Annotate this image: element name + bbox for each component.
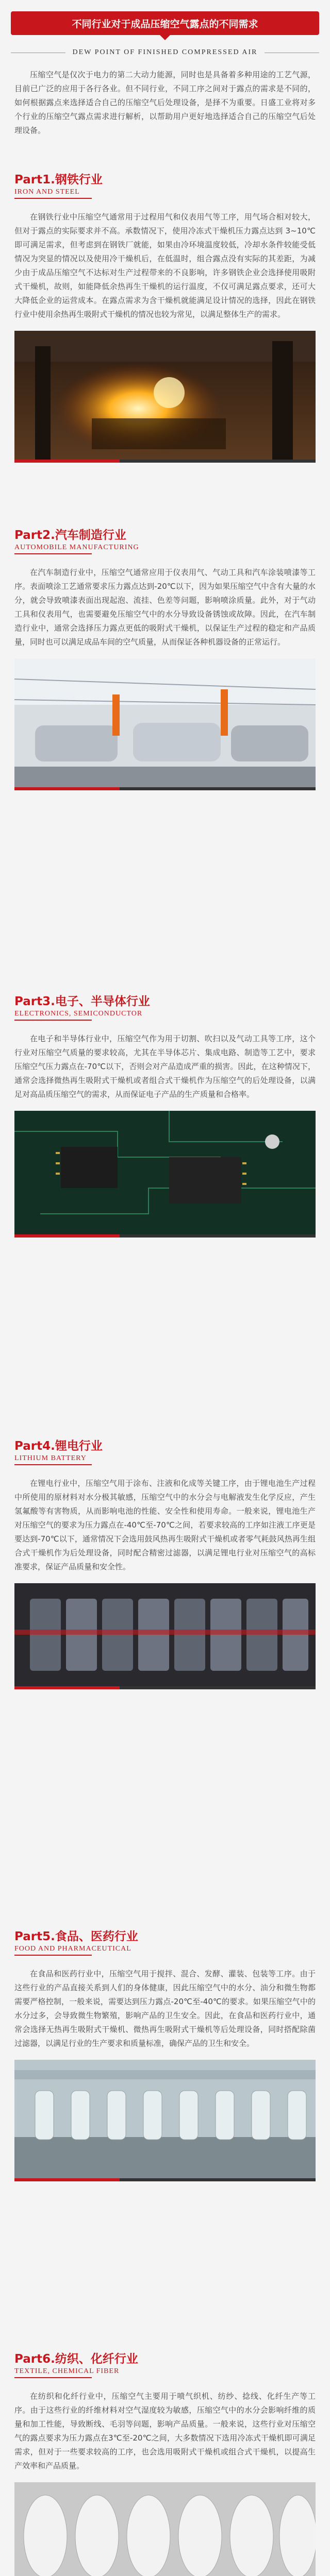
photo-accent-bar [14, 2178, 316, 2181]
section-en-title: ELECTRONICS, SEMICONDUCTOR [14, 1010, 143, 1018]
section-title [14, 170, 316, 187]
steel-photo [14, 331, 316, 460]
section-heading [14, 1436, 316, 1465]
photo-accent-bar [14, 460, 316, 463]
section-number: Part4. [14, 1439, 55, 1453]
auto-factory-photo [14, 658, 316, 787]
section-underline [14, 2377, 92, 2378]
section-title [14, 992, 316, 1009]
section-steel [0, 170, 330, 463]
section-body: 在钢铁行业中压缩空气通常用于过程用气和仪表用气等工序，用气场合相对较大，但对于露点的实际要求并不高。承数情况下，使用冷冻式干燥机压力露点达到 3~10℃即可满足需求，但考虑到在钢铁厂就能，如果由冷环境温度较低，冷却水条件较能受低情况为突显的情况以及使用冷干燥机后，在低温时，组合露点没有实际的其差距，为减少由于成品压缩空气不达标对生产过程带来的不良影响，许多钢铁企业会选择使用吸附式干燥机，故则，如能降低余热再生干燥机的运行温度，不仅可满足露点要求，还可大大降低企业的运营成本。在露点需求为含干燥机就能满足设计情况的选择，因此在钢铁行业中使用余热再生吸附式干燥机的情况也较为常见，以满足整体生产的需求。 [14, 212, 316, 319]
intro-paragraph: 压缩空气是仅次于电力的第二大动力能源，同时也是具备着多种用途的工艺气源，目前已广泛的应用于各行各业。但不同行业，不同工序之间对于露点的需求是不同的，如何根据露点来选择适合自己的压缩空气后处理设备，是择不为重要。日盛工业将对多个行业的压缩空气露点需求进行解析，以帮助用户更好地选择适合自己的压缩空气后处理设备。 [14, 70, 316, 135]
photo-accent-bar [14, 1234, 316, 1238]
section-heading [14, 526, 316, 554]
bottling-line-photo [14, 2060, 316, 2178]
section-number: Part6. [14, 2352, 55, 2366]
section-title [14, 1436, 316, 1453]
section-textile [0, 2349, 330, 2576]
section-heading [14, 992, 316, 1021]
section-underline [14, 1464, 92, 1465]
section-electronics [0, 992, 330, 1238]
section-number: Part2. [14, 529, 55, 542]
section-underline [14, 553, 92, 554]
section-en-title: TEXTILE, CHEMICAL FIBER [14, 2367, 120, 2375]
section-food-pharma [0, 1927, 330, 2181]
section-title [14, 1927, 316, 1944]
yarn-spools-photo [14, 2482, 316, 2576]
section-number: Part1. [14, 173, 55, 187]
section-title-text: 纺织、化纤行业 [55, 2352, 138, 2366]
photo-accent-bar [14, 787, 316, 790]
section-number: Part5. [14, 1930, 55, 1943]
section-title [14, 526, 316, 543]
section-automobile [0, 526, 330, 790]
section-number: Part3. [14, 995, 55, 1008]
section-title-text: 食品、医药行业 [55, 1930, 138, 1943]
section-en-title: FOOD AND PHARMACEUTICAL [14, 1945, 131, 1953]
section-title-text: 锂电行业 [55, 1439, 103, 1453]
title-banner [11, 11, 319, 35]
section-underline [14, 198, 92, 199]
section-body: 在纺织和化纤行业中，压缩空气主要用于喷气织机、纺纱、捻线、化纤生产等工序。由于这些行业的纤维材料对空气湿度较为敏感，压缩空气中的水分会影响纤维的质量和加工性能，导致断线、毛羽等问题，影响产品质量。一般来说，这些行业对压缩空气的露点要求为压力露点在3℃至-20℃之间，大多数情况下选用冷冻式干燥机即可满足需求，但对于一些要求较高的工序，也会选用吸附式干燥机或组合式干燥机，以提高生产效率和产品质量。 [14, 2392, 316, 2470]
battery-cells-photo [14, 1583, 316, 1686]
section-en-title: LITHIUM BATTERY [14, 1454, 87, 1462]
photo-accent-bar [14, 1686, 316, 1689]
subtitle-row [11, 48, 319, 57]
section-lithium [0, 1436, 330, 1689]
section-title [14, 2349, 316, 2366]
section-heading [14, 2349, 316, 2378]
page-title: 不同行业对于成品压缩空气露点的不同需求 [72, 18, 258, 30]
section-heading [14, 170, 316, 199]
section-underline [14, 1955, 92, 1956]
section-body: 在电子和半导体行业中，压缩空气作为用于切割、吹扫以及气动工具等工序，这个行业对压缩空气质量的要求较高，尤其在半导体芯片、集成电路、制造等工艺中，要求压缩空气压力露点在-70℃以下，否则会对产品造成严重的损害。因此，在这种情况下，通常会选择微热再生吸附式干燥机或者组合式干燥机作为压缩空气的后处理设备，以满足对高品质压缩空气的需求，从而保证电子产品的生产质量和合格率。 [14, 1034, 316, 1099]
section-body: 在食品和医药行业中，压缩空气用于搅拌、混合、发酵、灌装、包装等工序。由于这些行业的产品直接关系到人们的身体健康，因此压缩空气中的水分、油分和微生物都需要严格控制，一般来说，需要达到压力露点-20℃至-40℃的要求。如果压缩空气中的水分过多，会导致微生物繁殖，影响产品的卫生安全。因此，在食品和医药行业中，通常会选择无热再生吸附式干燥机、微热再生吸附式干燥机等后处理设备，同时搭配除菌过滤器，以满足行业的生产要求和质量标准，确保产品的卫生和安全。 [14, 1969, 316, 2048]
section-heading [14, 1927, 316, 1956]
section-body: 在锂电行业中，压缩空气用于涂布、注液和化成等关键工序，由于锂电池生产过程中所使用的原材料对水分极其敏感，压缩空气中的水分会与电解液发生化学反应，产生氢氟酸等有害物质，从而影响电池的性能、安全性和使用寿命。一般来说，锂电池生产对压缩空气的要求为压力露点在-40℃至-70℃之间，若要求较高的工序如注液工序更是要达到-70℃以下，通常情况下会选用鼓风热再生吸附式干燥机或者零气耗鼓风热再生组合式干燥机作为后处理设备，同时配合精密过滤器，以满足锂电行业对压缩空气的高标准要求，保证产品质量和安全性。 [14, 1479, 316, 1571]
section-title-text: 钢铁行业 [55, 173, 103, 187]
section-en-title: IRON AND STEEL [14, 188, 80, 196]
circuit-board-photo [14, 1111, 316, 1234]
section-underline [14, 1020, 92, 1021]
section-title-text: 电子、半导体行业 [55, 995, 150, 1008]
section-title-text: 汽车制造行业 [55, 529, 126, 542]
page-subtitle: DEW POINT OF FINISHED COMPRESSED AIR [72, 48, 258, 56]
section-en-title: AUTOMOBILE MANUFACTURING [14, 544, 139, 551]
section-body: 在汽车制造行业中，压缩空气通常应用于仪表用气、气动工具和汽车涂装喷漆等工序。表面喷涂工艺通常要求压力露点达到-20℃以下，因为如果压缩空气中含有大量的水分，就会导致喷漆表面出现起泡、流挂、色差等问题，影响喷涂质量。此外，对于气动工具和仪表用气，也需要避免压缩空气中的水分导致设备锈蚀或故障。因此，在汽车制造行业中，通常会选择压力露点更低的吸附式干燥机，以保证生产过程的稳定和产品质量，同时也可以满足成品车间的空气质量，从而保证各种机器设备的正常运行。 [14, 568, 316, 647]
